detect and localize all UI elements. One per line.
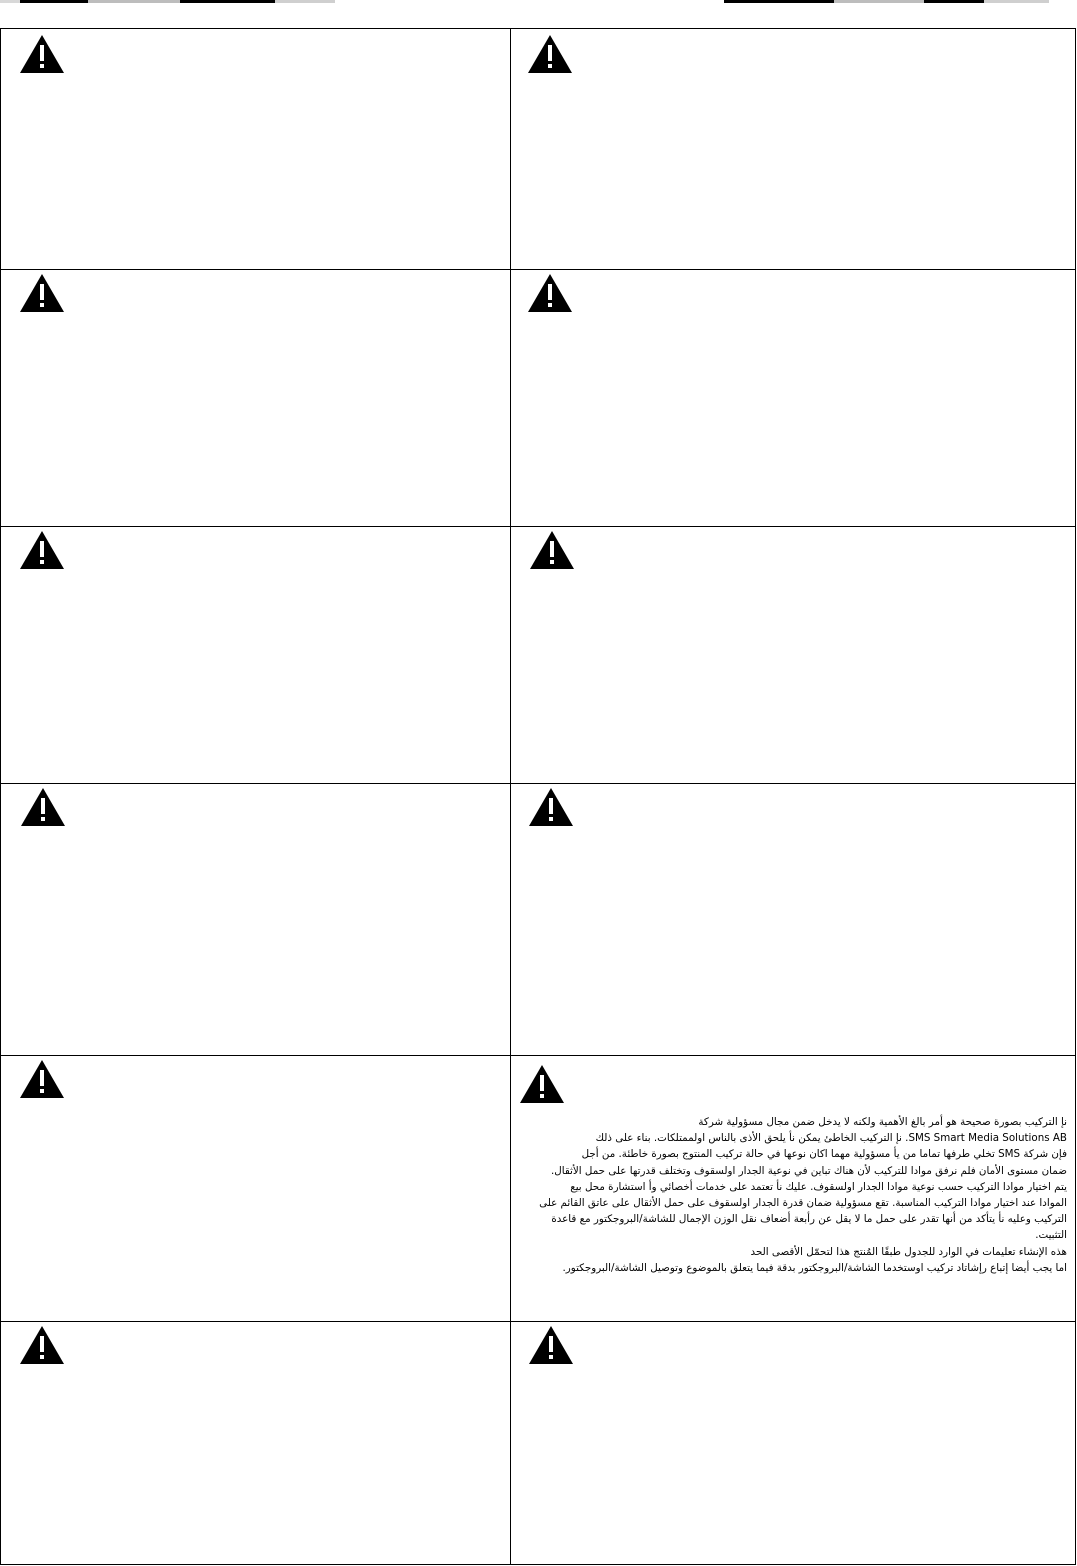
row-divider — [1, 1321, 1075, 1322]
arabic-warning-text — [521, 1114, 1067, 1276]
warning-line: ضمان مستوى الأمان فلم نرفق موادا للتركيب لأن هناك تباين في نوعية الجدار اولسقوف وتختلف قدرتها على حمل الأثقال. — [550, 1164, 1067, 1177]
warning-icon — [20, 787, 66, 827]
warning-icon — [528, 1325, 574, 1365]
warning-line: التركيب وعليه نأ يتأكد من أنها تقدر على حمل ما لا يقل عن رأبعة أضعاف نقل الوزن الإجمال للشاشة/البروجكتور مع قاعدة — [551, 1213, 1067, 1226]
warning-icon — [19, 1325, 65, 1365]
column-divider — [510, 29, 511, 1564]
warning-icon — [19, 530, 65, 570]
header-rule-left — [0, 0, 335, 3]
warning-line: التثبيت. — [1035, 1229, 1067, 1242]
warning-icon — [519, 1064, 565, 1104]
warning-icon — [527, 34, 573, 74]
warning-line: نإ التركيب بصورة صحيحة هو أمر بالغ الأهمية ولكنه لا يدخل ضمن مجال مسؤولية شركة — [698, 1116, 1067, 1128]
warning-line: فإن شركة SMS تخلي طرفها تماما من يأ مسؤولية مهما اكان نوعها في حالة تركيب المنتوج بصورة خاطئة. من أجل — [581, 1148, 1067, 1161]
warning-line: هذه الإنشاء تعليمات في الوارد للجدول طبقًا المُنتج هذا لتحمّل الأقصى الحد — [750, 1245, 1067, 1258]
warning-icon — [19, 1059, 65, 1099]
warning-icon — [528, 787, 574, 827]
row-divider — [1, 783, 1075, 784]
warning-line: SMS Smart Media Solutions AB. نإ التركيب الخاطئ يمكن نأ يلحق الأذى بالناس اولممتلكات. بناء على ذلك — [595, 1132, 1067, 1145]
warning-icon — [19, 273, 65, 313]
row-divider — [1, 526, 1075, 527]
warning-table — [0, 28, 1076, 1565]
warning-icon — [529, 530, 575, 570]
header-rule-right — [724, 0, 1049, 3]
warning-line: يتم اختيار موادا التركيب حسب نوعية موادا الجدار اولسقوف. عليك نأ تعتمد على خدمات أخصائي وأ استشارة محل بيع — [570, 1180, 1067, 1193]
warning-line: الموادا عند اختيار موادا التركيب المناسبة. تقع مسؤولية ضمان قدرة الجدار اولسقوف على حمل الأثقال على عاتق القائم على — [539, 1197, 1067, 1210]
warning-icon — [19, 34, 65, 74]
row-divider — [1, 1055, 1075, 1056]
warning-line: اما يجب أيضا إتباع رإشاتاد تركيب اوستخدما الشاشة/البروجكتور بدقة فيما يتعلق بالموضوع وتوصيل الشاشة/البروجكتور. — [562, 1261, 1067, 1274]
warning-icon — [527, 273, 573, 313]
row-divider — [1, 269, 1075, 270]
